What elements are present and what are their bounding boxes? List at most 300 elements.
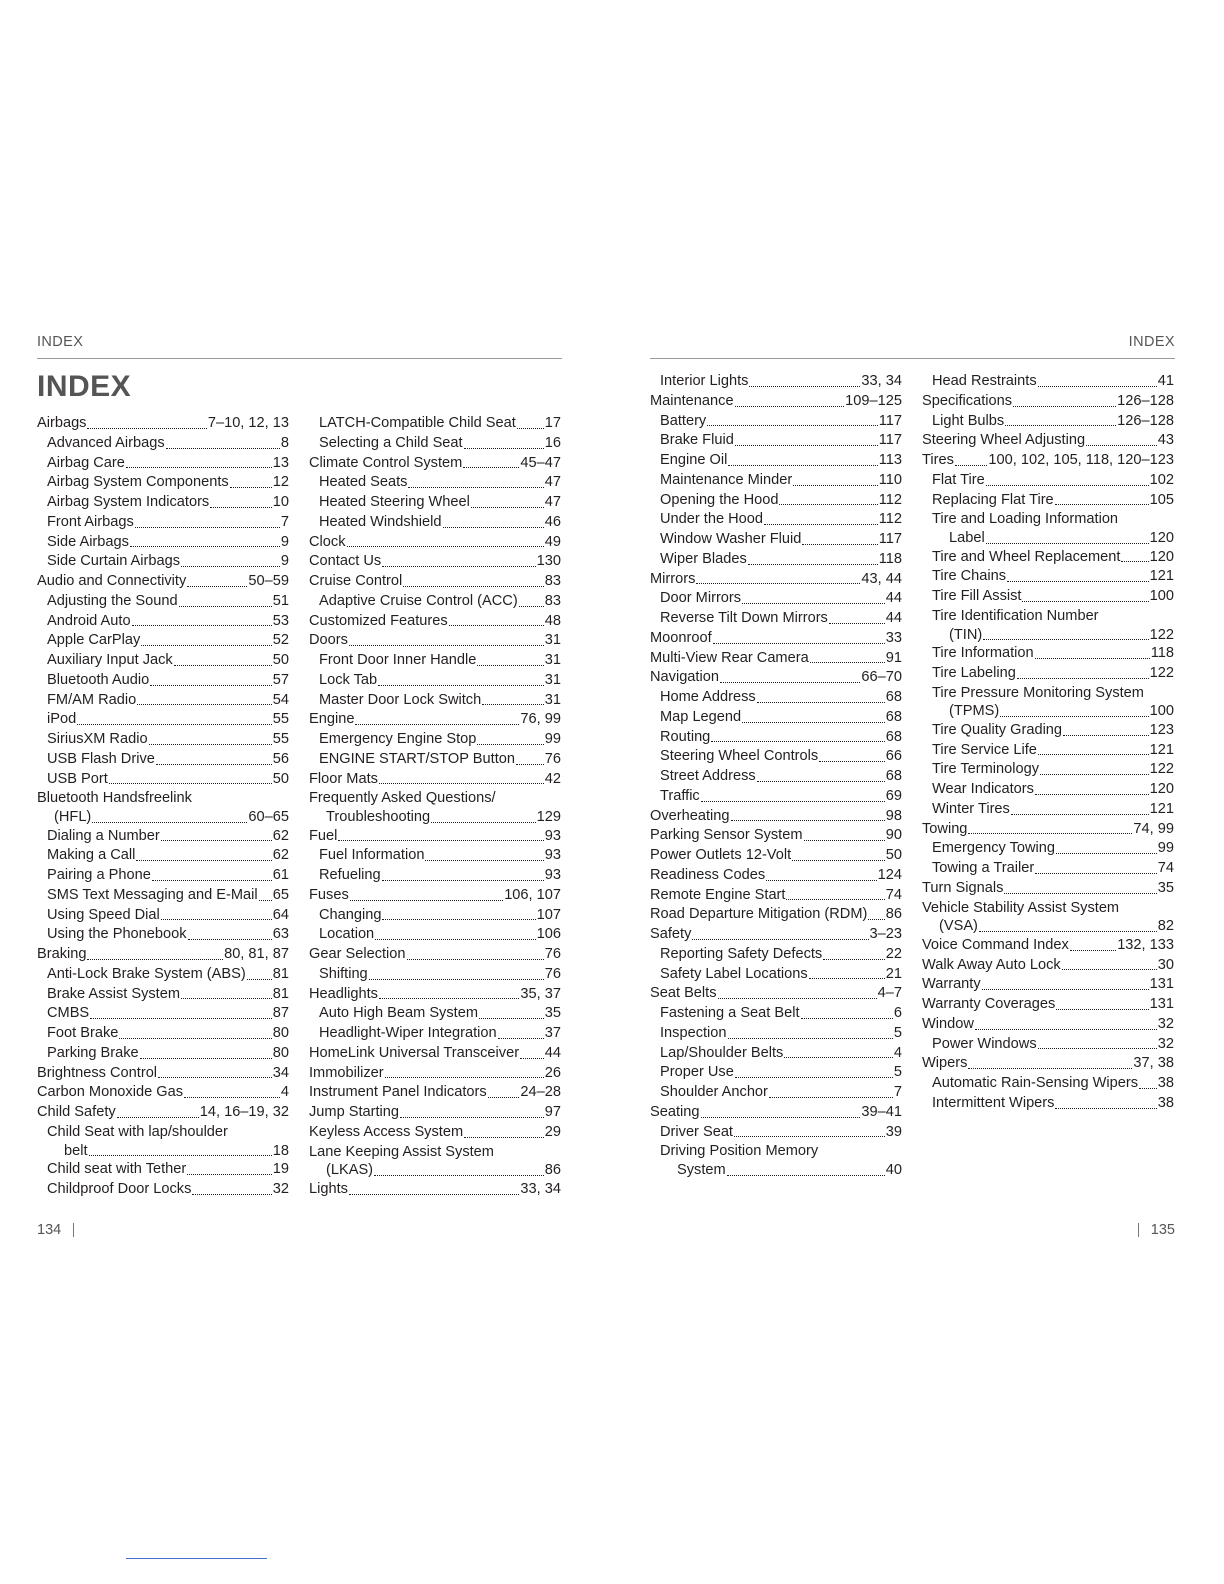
dot-leader: [955, 460, 988, 466]
index-pages: 17: [544, 415, 561, 431]
index-subentry: [37, 770, 289, 790]
index-entry: [922, 607, 1174, 644]
index-pages: 80: [272, 1025, 289, 1041]
index-term: Making a Call: [47, 847, 136, 864]
index-subentry: [650, 491, 902, 511]
index-term: USB Flash Drive: [47, 750, 155, 767]
dot-leader: [986, 480, 1149, 486]
dot-leader: [443, 522, 544, 528]
dot-leader: [137, 699, 272, 705]
dot-leader: [471, 502, 544, 508]
index-term: Contact Us: [309, 553, 382, 570]
dot-leader: [184, 1092, 280, 1098]
dot-leader: [1086, 440, 1157, 446]
index-subentry: [650, 1004, 902, 1024]
dot-leader: [482, 699, 544, 705]
index-term: Walk Away Auto Lock: [922, 956, 1061, 973]
index-term-continuation: Troubleshooting: [326, 809, 431, 825]
index-pages: 50–59: [248, 573, 289, 589]
index-pages: 93: [544, 867, 561, 883]
dot-leader: [735, 440, 878, 446]
index-term: Lap/Shoulder Belts: [660, 1044, 784, 1061]
index-subentry: [37, 866, 289, 886]
index-pages: 100, 102, 105, 118, 120–123: [988, 452, 1174, 468]
index-subentry: [650, 1024, 902, 1044]
dot-leader: [152, 875, 272, 881]
dot-leader: [477, 660, 543, 666]
index-entry: [650, 984, 902, 1004]
index-subentry: [37, 671, 289, 691]
index-subentry: [650, 945, 902, 965]
dot-leader: [720, 677, 860, 683]
index-entry: [309, 1044, 561, 1064]
index-pages: 4: [280, 1084, 289, 1101]
index-subentry: [650, 1083, 902, 1103]
dot-leader: [382, 914, 535, 920]
index-term-continued: [650, 1162, 902, 1180]
index-term: Adjusting the Sound: [47, 592, 178, 609]
index-entry: [650, 649, 902, 669]
index-subentry: [309, 906, 561, 926]
index-entry: [922, 956, 1174, 976]
index-term: Adaptive Cruise Control (ACC): [319, 592, 518, 609]
index-pages: 43: [1157, 432, 1174, 449]
index-pages: 76: [544, 750, 561, 767]
index-subentry: [650, 609, 902, 629]
index-subentry: [309, 691, 561, 711]
index-term: Vehicle Stability Assist System: [922, 899, 1120, 916]
index-pages: 44: [885, 610, 902, 626]
index-pages: 76: [544, 946, 561, 962]
index-subentry: [37, 631, 289, 651]
index-subentry: [309, 414, 561, 434]
index-pages: 46: [544, 513, 561, 530]
index-term: Lights: [309, 1180, 348, 1197]
index-subentry: [37, 750, 289, 770]
index-pages: 57: [272, 671, 289, 688]
index-term: Customized Features: [309, 612, 448, 629]
left-index-column-2: [309, 414, 561, 1200]
left-index-column-1: [37, 414, 289, 1200]
dot-leader: [757, 697, 885, 703]
index-term: Tires: [922, 452, 954, 468]
dot-leader: [779, 499, 877, 505]
index-subentry: [37, 493, 289, 513]
index-pages: 21: [885, 965, 902, 982]
index-entry: [650, 925, 902, 945]
index-pages: 50: [272, 770, 289, 787]
index-pages: 31: [544, 691, 561, 708]
index-term: Interior Lights: [660, 373, 749, 389]
index-term: Specifications: [922, 392, 1013, 409]
dot-leader: [431, 817, 536, 823]
index-pages: 91: [885, 649, 902, 666]
index-pages: 32: [272, 1180, 289, 1197]
index-pages: 102: [1149, 471, 1174, 488]
index-entry: [650, 570, 902, 590]
index-entry: [309, 1083, 561, 1103]
dot-leader: [728, 1033, 893, 1039]
index-term: Keyless Access System: [309, 1123, 464, 1140]
index-subentry: [650, 431, 902, 451]
index-pages: 33, 34: [520, 1180, 561, 1197]
index-term: Engine Oil: [660, 452, 728, 468]
index-subentry: [922, 721, 1174, 741]
index-term-continuation: (VSA): [939, 918, 978, 935]
index-subentry: [650, 787, 902, 807]
index-term: Heated Windshield: [319, 513, 442, 530]
index-pages: 86: [885, 906, 902, 923]
index-term: Side Curtain Airbags: [47, 553, 181, 570]
index-entry: [650, 392, 902, 412]
bottom-link-underline: [126, 1558, 267, 1559]
index-term: Brightness Control: [37, 1064, 158, 1081]
dot-leader: [90, 1013, 272, 1019]
index-pages: 50: [885, 847, 902, 863]
left-header-rule: [37, 358, 562, 359]
index-term: iPod: [47, 711, 77, 728]
index-pages: 112: [878, 491, 902, 508]
index-subentry: [650, 747, 902, 767]
index-pages: 76, 99: [520, 711, 561, 728]
left-running-head: INDEX: [37, 334, 84, 350]
index-pages: 123: [1149, 721, 1174, 738]
dot-leader: [968, 1063, 1132, 1069]
index-pages: 121: [1149, 568, 1174, 585]
index-entry: [650, 866, 902, 886]
dot-leader: [130, 541, 280, 547]
index-pages: 16: [544, 434, 561, 451]
index-pages: 120: [1149, 548, 1174, 565]
index-pages: 100: [1149, 588, 1174, 604]
index-pages: 42: [544, 770, 561, 787]
index-term: Map Legend: [660, 708, 742, 725]
dot-leader: [1063, 730, 1149, 736]
index-term: Airbag System Components: [47, 474, 229, 491]
index-pages: 80: [272, 1044, 289, 1061]
index-pages: 10: [272, 494, 289, 510]
index-pages: 55: [272, 711, 289, 728]
index-pages: 19: [272, 1161, 289, 1177]
index-pages: 83: [544, 573, 561, 589]
index-subentry: [37, 513, 289, 533]
index-term: ENGINE START/STOP Button: [319, 750, 516, 767]
index-term: Airbags: [37, 415, 87, 431]
dot-leader: [727, 1170, 885, 1176]
index-pages: 93: [544, 827, 561, 844]
index-pages: 110: [878, 471, 902, 488]
dot-leader: [728, 460, 877, 466]
index-subentry: [650, 471, 902, 491]
index-pages: 22: [885, 945, 902, 962]
dot-leader: [707, 420, 878, 426]
dot-leader: [1000, 711, 1148, 717]
index-term: Turn Signals: [922, 879, 1004, 896]
dot-leader: [382, 561, 535, 567]
dot-leader: [823, 954, 885, 960]
index-pages: 39–41: [861, 1103, 902, 1120]
index-entry: [37, 1083, 289, 1103]
index-entry: [37, 789, 289, 826]
index-pages: 48: [544, 612, 561, 629]
dot-leader: [136, 855, 271, 861]
index-term: LATCH-Compatible Child Seat: [319, 415, 516, 431]
dot-leader: [375, 934, 535, 940]
index-pages: 66: [885, 748, 902, 765]
index-term-continuation: System: [677, 1162, 726, 1178]
index-pages: 55: [272, 731, 289, 747]
folio-divider: [73, 1223, 74, 1237]
index-term: Headlights: [309, 985, 378, 1002]
index-pages: 9: [280, 533, 289, 550]
index-term: Tire and Wheel Replacement: [932, 548, 1121, 565]
index-term: Clock: [309, 533, 346, 550]
dot-leader: [87, 954, 223, 960]
dot-leader: [161, 914, 272, 920]
index-term-continued: [922, 918, 1174, 936]
index-entry: [309, 572, 561, 592]
index-term: Instrument Panel Indicators: [309, 1084, 487, 1101]
index-entry: [650, 668, 902, 688]
dot-leader: [350, 895, 503, 901]
index-subentry: [922, 412, 1174, 432]
index-term: Tire Pressure Monitoring System: [932, 684, 1144, 701]
index-entry: [922, 510, 1174, 547]
index-term: Intermittent Wipers: [932, 1094, 1055, 1111]
index-term: Tire Information: [932, 645, 1034, 661]
dot-leader: [382, 875, 544, 881]
index-pages: 105: [1149, 491, 1174, 508]
dot-leader: [407, 954, 544, 960]
index-term: Engine: [309, 711, 355, 728]
index-subentry: [37, 1004, 289, 1024]
index-term: Inspection: [660, 1024, 727, 1041]
index-entry: [37, 945, 289, 965]
index-subentry: [922, 372, 1174, 392]
dot-leader: [982, 984, 1149, 990]
index-subentry: [309, 473, 561, 493]
dot-leader: [979, 926, 1157, 932]
index-subentry: [309, 750, 561, 770]
dot-leader: [210, 502, 272, 508]
index-term: Front Door Inner Handle: [319, 652, 477, 668]
index-entry: [37, 572, 289, 592]
index-pages: 76: [544, 965, 561, 982]
index-pages: 44: [544, 1044, 561, 1061]
index-pages: 120: [1149, 781, 1174, 797]
dot-leader: [1056, 1004, 1148, 1010]
index-pages: 32: [1157, 1035, 1174, 1052]
index-entry: [650, 807, 902, 827]
index-term: Warranty Coverages: [922, 996, 1056, 1012]
dot-leader: [1038, 1043, 1157, 1049]
index-pages: 132, 133: [1117, 936, 1174, 953]
index-subentry: [922, 567, 1174, 587]
index-subentry: [37, 691, 289, 711]
index-pages: 122: [1149, 664, 1174, 681]
index-pages: 35: [544, 1005, 561, 1022]
dot-leader: [247, 974, 272, 980]
index-term-continuation: Label: [949, 530, 985, 546]
index-subentry: [37, 1160, 289, 1180]
dot-leader: [449, 620, 544, 626]
index-pages: 86: [544, 1162, 561, 1179]
index-pages: 47: [544, 494, 561, 510]
index-pages: 122: [1149, 626, 1174, 643]
index-pages: 61: [272, 867, 289, 883]
index-subentry: [650, 965, 902, 985]
dot-leader: [77, 719, 272, 725]
dot-leader: [742, 598, 885, 604]
index-term: Safety: [650, 926, 692, 942]
dot-leader: [374, 1170, 544, 1176]
index-pages: 31: [544, 652, 561, 668]
index-term: Gear Selection: [309, 946, 406, 962]
index-entry: [309, 1103, 561, 1123]
index-subentry: [309, 1004, 561, 1024]
index-pages: 54: [272, 691, 289, 708]
dot-leader: [810, 657, 885, 663]
page-title: INDEX: [37, 370, 132, 403]
index-term-continuation: belt: [64, 1142, 88, 1159]
dot-leader: [819, 756, 885, 762]
index-pages: 52: [272, 632, 289, 649]
index-pages: 24–28: [520, 1084, 561, 1101]
index-subentry: [650, 372, 902, 392]
index-term: Multi-View Rear Camera: [650, 649, 809, 666]
index-term: Audio and Connectivity: [37, 573, 187, 589]
index-pages: 122: [1149, 761, 1174, 778]
index-subentry: [309, 1024, 561, 1044]
index-pages: 34: [272, 1064, 289, 1081]
index-term: Tire Quality Grading: [932, 721, 1063, 738]
index-term: Apple CarPlay: [47, 632, 141, 649]
index-subentry: [650, 767, 902, 787]
index-pages: 40: [885, 1162, 902, 1178]
index-subentry: [922, 644, 1174, 664]
dot-leader: [192, 1189, 271, 1195]
index-entry: [309, 631, 561, 651]
index-pages: 113: [878, 452, 902, 468]
index-term: Auxiliary Input Jack: [47, 652, 173, 668]
index-subentry: [309, 513, 561, 533]
index-subentry: [650, 510, 902, 530]
index-pages: 74: [1157, 860, 1174, 876]
right-index-column-1: [650, 372, 902, 1180]
index-pages: 31: [544, 671, 561, 688]
index-pages: 90: [885, 827, 902, 844]
index-entry: [309, 1123, 561, 1143]
index-pages: 109–125: [845, 392, 902, 409]
index-subentry: [37, 827, 289, 847]
dot-leader: [1070, 945, 1116, 951]
index-term: Tire Chains: [932, 568, 1007, 585]
dot-leader: [158, 1072, 272, 1078]
dot-leader: [713, 638, 885, 644]
index-pages: 18: [272, 1142, 289, 1159]
index-pages: 118: [1150, 645, 1174, 661]
index-entry: [37, 1064, 289, 1084]
index-term: Anti-Lock Brake System (ABS): [47, 965, 246, 982]
index-term: Child Safety: [37, 1104, 116, 1120]
index-term: Immobilizer: [309, 1064, 384, 1081]
index-term: Master Door Lock Switch: [319, 691, 482, 708]
index-subentry: [309, 965, 561, 985]
index-pages: 4–7: [877, 985, 902, 1002]
index-term: Side Airbags: [47, 533, 129, 550]
index-term: Street Address: [660, 768, 756, 784]
dot-leader: [1040, 769, 1149, 775]
dot-leader: [349, 640, 544, 646]
dot-leader: [1007, 576, 1149, 582]
dot-leader: [259, 895, 272, 901]
index-term: Tire and Loading Information: [932, 511, 1119, 528]
index-pages: 99: [544, 731, 561, 747]
dot-leader: [802, 539, 877, 545]
index-term: Wipers: [922, 1055, 968, 1072]
index-term: Dialing a Number: [47, 827, 160, 844]
dot-leader: [188, 934, 272, 940]
dot-leader: [187, 1169, 272, 1175]
index-term-continuation: (LKAS): [326, 1162, 374, 1179]
index-subentry: [37, 846, 289, 866]
index-entry: [650, 1103, 902, 1123]
dot-leader: [868, 914, 884, 920]
index-pages: 63: [272, 926, 289, 943]
index-pages: 130: [536, 553, 561, 570]
dot-leader: [166, 443, 280, 449]
dot-leader: [517, 423, 544, 429]
index-term: Remote Engine Start: [650, 886, 786, 903]
index-pages: 7: [280, 513, 289, 530]
dot-leader: [109, 778, 272, 784]
index-subentry: [37, 1180, 289, 1200]
dot-leader: [498, 1033, 544, 1039]
dot-leader: [89, 1150, 272, 1156]
index-pages: 68: [885, 708, 902, 725]
index-subentry: [922, 491, 1174, 511]
index-entry: [37, 1123, 289, 1160]
index-term: Emergency Engine Stop: [319, 731, 477, 747]
index-term: Carbon Monoxide Gas: [37, 1084, 184, 1101]
index-subentry: [922, 1035, 1174, 1055]
index-term: Steering Wheel Controls: [660, 748, 819, 765]
index-term: Replacing Flat Tire: [932, 491, 1054, 508]
index-term: Child seat with Tether: [47, 1161, 187, 1177]
index-entry: [922, 936, 1174, 956]
index-term: Lock Tab: [319, 671, 378, 688]
index-term: Door Mirrors: [660, 590, 742, 607]
index-term: Head Restraints: [932, 373, 1037, 389]
index-term-continued: [37, 1143, 289, 1161]
index-subentry: [922, 839, 1174, 859]
dot-leader: [488, 1092, 520, 1098]
index-entry: [309, 552, 561, 572]
index-pages: 51: [272, 592, 289, 609]
index-entry: [309, 886, 561, 906]
index-term: Automatic Rain-Sensing Wipers: [932, 1075, 1139, 1091]
index-pages: 39: [885, 1123, 902, 1140]
dot-leader: [338, 835, 543, 841]
index-pages: 41: [1157, 373, 1174, 389]
index-pages: 66–70: [861, 669, 902, 686]
index-entry: [922, 431, 1174, 451]
index-pages: 126–128: [1117, 392, 1174, 409]
index-term: FM/AM Radio: [47, 691, 137, 708]
index-term: Lane Keeping Assist System: [309, 1143, 494, 1160]
index-entry: [922, 975, 1174, 995]
index-term: Power Windows: [932, 1035, 1037, 1052]
